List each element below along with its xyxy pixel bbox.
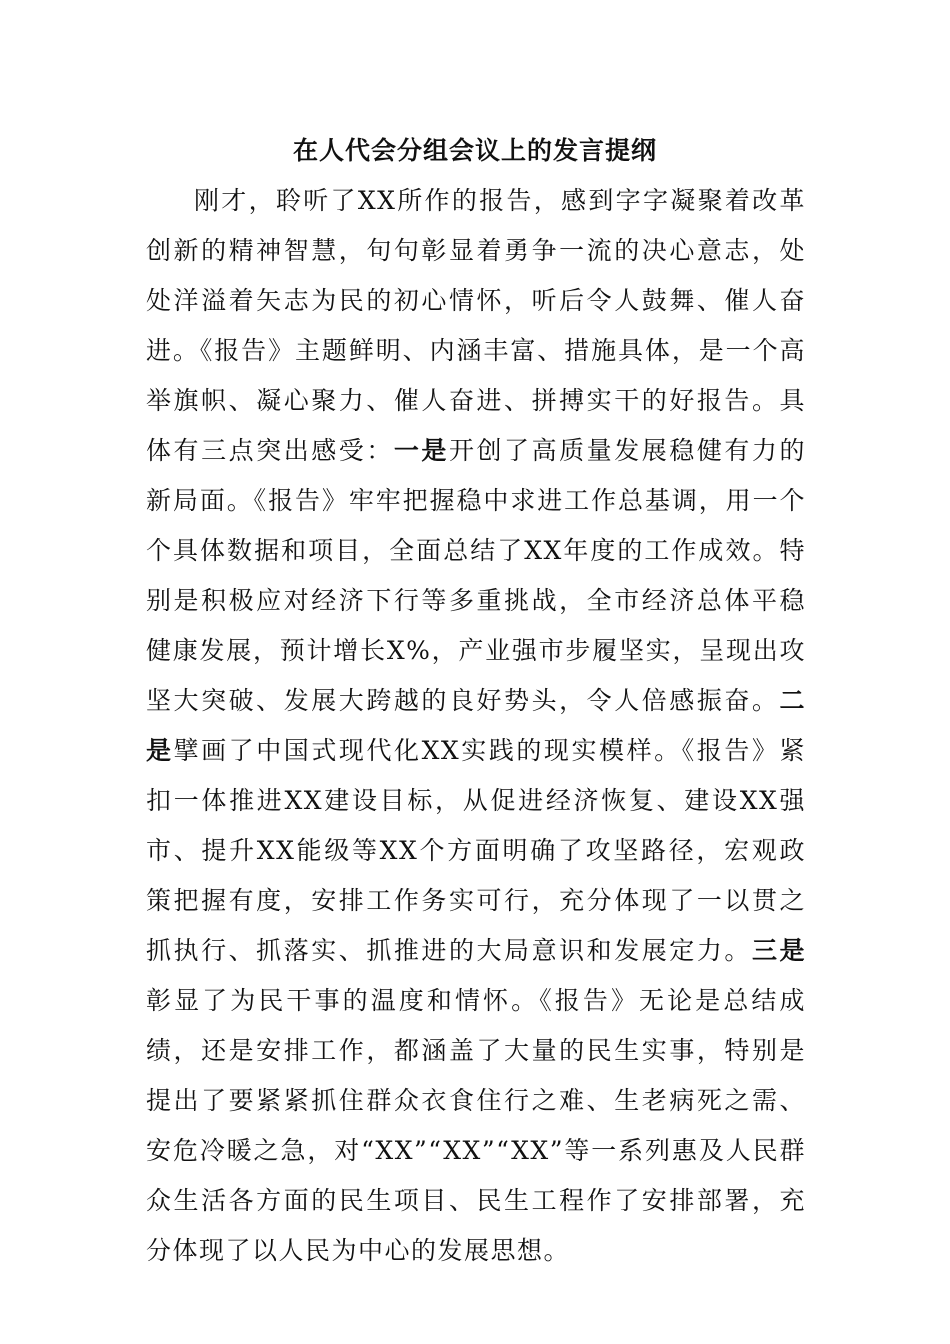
document-title: 在人代会分组会议上的发言提纲 (292, 136, 657, 165)
point-marker-three: 三是 (751, 936, 806, 965)
paragraph-text-point-three: 彰显了为民干事的温度和情怀。《报告》无论是总结成绩，还是安排工作，都涵盖了大量的民生实事，特别是提出了要紧紧抓住群众衣食住行之难、生老病死之需、安危冷暖之急，对“XX”“XX”“XX”等一系列惠及人民群众生活各方面的民生项目、民生工程作了安排部署，充分体现了以人民为中心的发展思想。 (146, 986, 806, 1265)
body-paragraph (146, 176, 806, 1276)
paragraph-text-point-one: 开创了高质量发展稳健有力的新局面。《报告》牢牢把握稳中求进工作总基调，用一个个具体数据和项目，全面总结了XX年度的工作成效。特别是积极应对经济下行等多重挑战，全市经济总体平稳健康发展，预计增长X%，产业强市步履坚实，呈现出攻坚大突破、发展大跨越的良好势头，令人倍感振奋。 (146, 436, 806, 715)
paragraph-text-point-two: 擘画了中国式现代化XX实践的现实模样。《报告》紧扣一体推进XX建设目标，从促进经济恢复、建设XX强市、提升XX能级等XX个方面明确了攻坚路径，宏观政策把握有度，安排工作务实可行，充分体现了一以贯之抓执行、抓落实、抓推进的大局意识和发展定力。 (146, 736, 806, 965)
point-marker-two: 二是 (146, 686, 806, 765)
paragraph-text-intro: 刚才，聆听了XX所作的报告，感到字字凝聚着改革创新的精神智慧，句句彰显着勇争一流的决心意志，处处洋溢着矢志为民的初心情怀，听后令人鼓舞、催人奋进。《报告》主题鲜明、内涵丰富、措施具体，是一个高举旗帜、凝心聚力、催人奋进、拼搏实干的好报告。具体有三点突出感受： (146, 186, 806, 465)
point-marker-one: 一是 (393, 436, 449, 465)
